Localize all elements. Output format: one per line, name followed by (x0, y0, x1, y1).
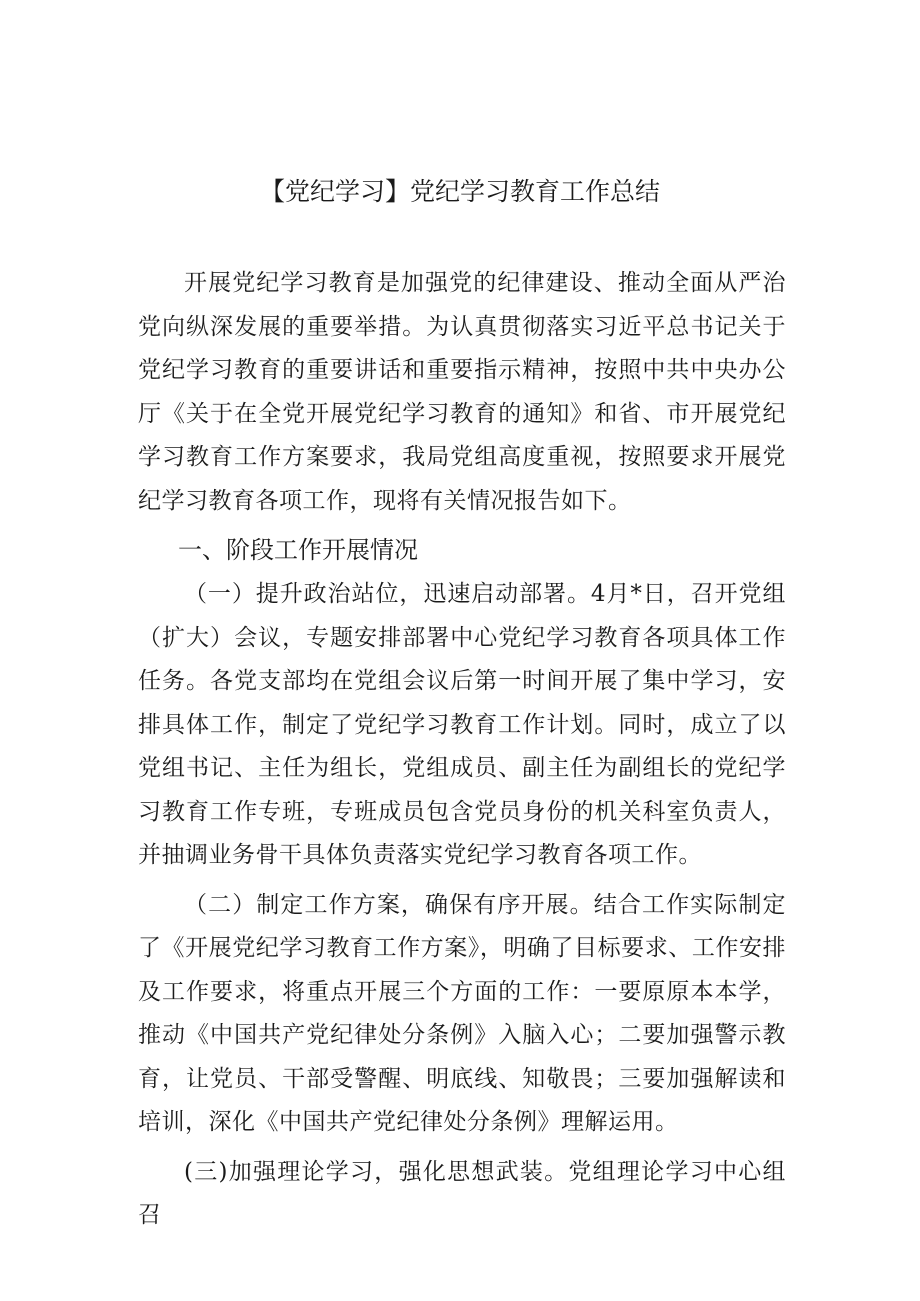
intro-paragraph: 开展党纪学习教育是加强党的纪律建设、推动全面从严治党向纵深发展的重要举措。为认真贯彻落实习近平总书记关于党纪学习教育的重要讲话和重要指示精神，按照中共中央办公厅《关于在全党开展党纪学习教育的通知》和省、市开展党纪学习教育工作方案要求，我局党组高度重视，按照要求开展党纪学习教育各项工作，现将有关情况报告如下。 (138, 270, 786, 514)
document-title: 【党纪学习】党纪学习教育工作总结 (259, 177, 660, 206)
item-paragraph-3: (三)加强理论学习，强化思想武装。党组理论学习中心组召 (138, 1158, 786, 1228)
item-paragraph-2: （二）制定工作方案，确保有序开展。结合工作实际制定了《开展党纪学习教育工作方案》，明确了目标要求、工作安排及工作要求，将重点开展三个方面的工作：一要原原本本学，推动《中国共产党纪律处分条例》入脑入心；二要加强警示教育，让党员、干部受警醒、明底线、知敬畏；三要加强解读和培训，深化《中国共产党纪律处分条例》理解运用。 (138, 891, 786, 1135)
item-paragraph-1: （一）提升政治站位，迅速启动部署。4月*日，召开党组（扩大）会议，专题安排部署中心党纪学习教育各项具体工作任务。各党支部均在党组会议后第一时间开展了集中学习，安排具体工作，制定了党纪学习教育工作计划。同时，成立了以党组书记、主任为组长，党组成员、副主任为副组长的党纪学习教育工作专班，专班成员包含党员身份的机关科室负责人，并抽调业务骨干具体负责落实党纪学习教育各项工作。 (138, 581, 786, 868)
document-body (138, 262, 786, 1238)
section-heading: 一、阶段工作开展情况 (178, 536, 418, 564)
